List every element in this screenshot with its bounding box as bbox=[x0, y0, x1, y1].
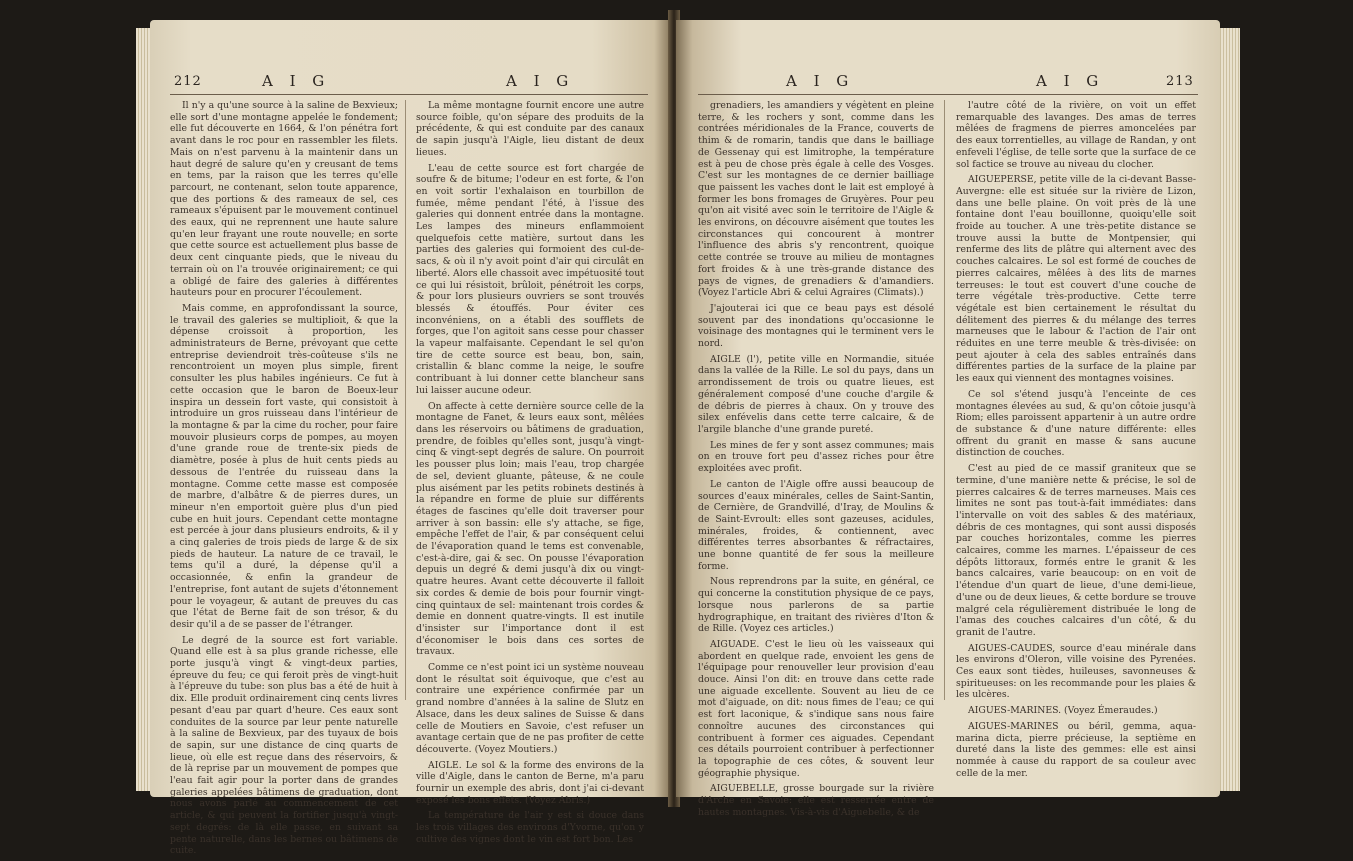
running-header: A I G bbox=[786, 72, 855, 90]
paragraph: AIGLE. Le sol & la forme des environs de la ville d'Aigle, dans le canton de Berne, m'a paru fournir un exemple des abris, dont j'ai ci-devant exposé les bons effets. (Voyez Abris.) bbox=[416, 759, 644, 806]
paragraph: Mais comme, en approfondissant la source, le travail des galeries se multiplioit, & que la dépense croissoit à proportion, les administrateurs de Berne, prévoyant que cette entreprise deviendroit très-coûteuse s'ils ne rencontroient un moyen plus simple, firent consulter les plus habiles ingénieurs. Ce fut à cette occasion que le baron de Boeux-leur inspira un dessein fort vaste, qui consistoit à introduire un gros ruisseau dans l'intérieur de la montagne & par la cime du rocher, pour faire mouvoir plusieurs corps de pompes, au moyen d'une grande roue de trente-six pieds de diamètre, posée à plus de huit cents pieds au dessous de l'entrée du ruisseau dans la montagne. Comme cette masse est composée de marbre, d'albâtre & de pierres dures, un mineur n'en emportoit guère plus d'un pied cube en huit jours. Cependant cette montagne est percée à jour dans plusieurs endroits, & il y a cinq galeries de trois pieds de large & de six pieds de hauteur. La nature de ce travail, le tems qu'il a duré, la dépense qu'il a occasionnée, & enfin la grandeur de l'entreprise, font autant de sujets d'étonnement pour le voyageur, & autant de preuves du cas que l'état de Berne fait de son trésor, & du desir qu'il a de se passer de l'étranger. bbox=[170, 302, 398, 630]
text-column-2 bbox=[956, 100, 1196, 783]
paragraph: Le degré de la source est fort variable. Quand elle est à sa plus grande richesse, elle porte jusqu'à vingt & vingt-deux parties, épreuve du feu; ce qui feroit près de vingt-huit à l'épreuve du tube: son plus bas a été de huit à dix. Elle produit ordinairement cinq cents livres pesant d'eau par quart d'heure. Ces eaux sont conduites de la source par leur pente naturelle à la saline de Bexvieux, par des tuyaux de bois de sapin, sur une distance de cinq quarts de lieue, où elle est reçue dans des réservoirs, & de là reprise par un mouvement de pompes que l'eau fait agir pour la porter dans de grandes galeries appelées bâtimens de graduation, dont nous avons parlé au commencement de cet article, & qui peuvent la fortifier jusqu'à vingt-sept degrés: de là elle passe, en suivant sa pente naturelle, dans les bernes ou bâtimens de cuite. bbox=[170, 634, 398, 857]
left-page bbox=[150, 20, 670, 857]
text-column-1 bbox=[170, 100, 398, 861]
paragraph: AIGLE (l'), petite ville en Normandie, située dans la vallée de la Rille. Le sol du pays, dans un arrondissement de trois ou quatre lieues, est généralement composé d'une couche d'argile & de débris de pierres à chaux. On y trouve des silex enfévelis dans cette terre calcaire, & de l'argile blanche d'une grande pureté. bbox=[698, 353, 934, 435]
paragraph: AIGUEBELLE, grosse bourgade sur la rivière d'Arche en Savoie: elle est resserrée entre de hautes montagnes. Vis-à-vis d'Aiguebelle, & de bbox=[698, 783, 934, 818]
paragraph: C'est au pied de ce massif graniteux que se termine, d'une manière nette & précise, le sol de pierres calcaires & de terres marneuses. Mais ces limites ne sont pas tout-à-fait immédiates: dans l'intervalle on voit des sables & des matériaux, débris de ces montagnes, qui sont aussi disposés par couches horizontales, comme les pierres calcaires, comme les marnes. L'épaisseur de ces dépôts littoraux, formés entre le granit & les bancs calcaires, varie beaucoup: on en voit de l'étendue d'un quart de lieue, d'une demi-lieue, d'une ou de deux lieues, & cette bordure se trouve malgré cela régulièrement distribuée le long de l'amas des couches calcaires d'un côté, & du granit de l'autre. bbox=[956, 463, 1196, 638]
paragraph: Il n'y a qu'une source à la saline de Bexvieux; elle sort d'une montagne appelée le fondement; elle fut découverte en 1664, & l'on pénétra fort avant dans le roc pour en rassembler les filets. Mais on n'est parvenu à la maintenir dans un haut degré de salure qu'en y creusant de tems en tems, par la raison que les terres qu'elle parcourt, ne contenant, selon toute apparence, que des portions & des rameaux de sel, ces rameaux s'épuisent par le mouvement continuel des eaux, qui ne reprennent une haute salure qu'en leur frayant une route nouvelle; en sorte que cette source est actuellement plus basse de deux cent cinquante pieds, que le niveau du terrain où on l'a trouvée originairement; ce qui a obligé de faire des galeries à différentes hauteurs pour en procurer l'écoulement. bbox=[170, 100, 398, 299]
page-number: 213 bbox=[1166, 74, 1194, 89]
running-header: A I G bbox=[506, 72, 575, 90]
paragraph: AIGUEPERSE, petite ville de la ci-devant Basse-Auvergne: elle est située sur la rivière de Lizon, dans une belle plaine. On voit près de là une fontaine dont l'eau bouillonne, quoiqu'elle soit froide au toucher. A une très-petite distance se trouve aussi la butte de Montpensier, qui renferme des lits de plâtre qui alternent avec des couches calcaires. Le sol est formé de couches de pierres calcaires, mêlées à des lits de marnes terreuses: le tout est couvert d'une couche de terre végétale très-productive. Cette terre végétale est bien certainement le résultat du délitement des pierres & du mélange des terres marneuses que le labour & l'action de l'air ont réduites en une terre meuble & très-divisée: on peut ajouter à cela des sables entraînés dans différentes parties de la surface de la plaine par les eaux qui viennent des montagnes voisines. bbox=[956, 174, 1196, 385]
paragraph: J'ajouterai ici que ce beau pays est désolé souvent par des inondations qu'occasionne le voisinage des montagnes qui le terminent vers le nord. bbox=[698, 302, 934, 350]
paragraph: grenadiers, les amandiers y végètent en pleine terre, & les rochers y sont, comme dans les contrées méridionales de la France, couverts de thim & de romarin, tandis que dans le bailliage de Gessenay qui est limitrophe, la température est à peu de chose près égale à celle des Vosges. C'est sur les montagnes de ce dernier bailliage que paissent les vaches dont le lait est employé à former les bons fromages de Gruyères. Pour peu qu'on ait visité avec soin le territoire de l'Aigle & les environs, on découvre aisément que toutes les circonstances qui concourent à montrer l'influence des abris s'y rencontrent, quoique cette contrée se trouve au milieu de montagnes fort froides & à une très-grande distance des pays de vignes, de grenadiers & d'amandiers. (Voyez l'article Abri & celui Agraires (Climats).) bbox=[698, 100, 934, 299]
paragraph: Nous reprendrons par la suite, en général, ce qui concerne la constitution physique de ce pays, lorsque nous parlerons de sa partie hydrographique, en traitant des rivières d'Iton & de Rille. (Voyez ces articles.) bbox=[698, 576, 934, 635]
paragraph: AIGUES-MARINES ou béril, gemma, aqua-marina dicta, pierre précieuse, la septième en dureté dans la liste des gemmes: elle est ainsi nommée à cause du rapport de sa couleur avec celle de la mer. bbox=[956, 720, 1196, 779]
paragraph: Comme ce n'est point ici un système nouveau dont le résultat soit équivoque, que c'est au contraire une expérience confirmée par un grand nombre d'années à la saline de Slutz en Alsace, dans les deux salines de Suisse & dans celle de Moutiers en Savoie, c'est refuser un avantage certain que de ne pas profiter de cette découverte. (Voyez Moutiers.) bbox=[416, 662, 644, 755]
column-divider bbox=[405, 100, 406, 700]
running-header: A I G bbox=[1036, 72, 1105, 90]
page-edges-left bbox=[136, 28, 150, 791]
paragraph: Le canton de l'Aigle offre aussi beaucoup de sources d'eaux minérales, celles de Saint-Santin, de Cernière, de Grandvillé, d'Iray, de Moulins & de Saint-Evroult: elles sont gazeuses, acidules, minérales, froides, & contiennent, avec différentes terres absorbantes & réfractaires, une bonne quantité de fer sous la meilleure forme. bbox=[698, 478, 934, 572]
text-column-2 bbox=[416, 100, 644, 850]
paragraph: AIGUES-CAUDES, source d'eau minérale dans les environs d'Oleron, ville voisine des Pyrenées. Ces eaux sont tièdes, huileuses, savonneuses & spiritueuses: on les recommande pour les plaies & les ulcères. bbox=[956, 642, 1196, 701]
paragraph: l'autre côté de la rivière, on voit un effet remarquable des lavanges. Des amas de terres mêlées de fragmens de pierres amoncelées par des eaux torrentielles, au village de Randan, y ont enfeveli l'église, de telle sorte que la surface de ce sol factice se trouve au niveau du clocher. bbox=[956, 100, 1196, 170]
page-number: 212 bbox=[174, 74, 202, 89]
paragraph: La même montagne fournit encore une autre source foible, qu'on sépare des produits de la précédente, & qui est conduite par des canaux de sapin jusqu'à l'Aigle, lieu distant de deux lieues. bbox=[416, 100, 644, 158]
paragraph: On affecte à cette dernière source celle de la montagne de Fanet, & leurs eaux sont, mêlées dans les réservoirs ou bâtimens de graduation, prendre, de foibles qu'elles sont, jusqu'à vingt-cinq & vingt-sept degrés de salure. On pourroit les pousser plus loin; mais l'eau, trop chargée de sel, devient gluante, pâteuse, & ne coule plus aisément par les petits robinets destinés à la répandre en forme de pluie sur différents étages de fascines qu'elle doit traverser pour arriver à son bassin: elle s'y attache, se fige, empêche l'effet de l'air, & par conséquent celui de l'évaporation quand le tems est convenable, c'est-à-dire, gai & sec. On pousse l'évaporation depuis un degré & demi jusqu'à dix ou vingt-quatre heures. Avant cette découverte il falloit six cordes & demie de bois pour fournir vingt-cinq quintaux de sel: maintenant trois cordes & demie en donnent quatre-vingts. Il est inutile d'insister sur l'importance dont il est d'économiser le bois dans ces sortes de travaux. bbox=[416, 400, 644, 658]
column-divider bbox=[944, 100, 945, 700]
running-header: A I G bbox=[262, 72, 331, 90]
right-page bbox=[676, 20, 1220, 818]
paragraph: Ce sol s'étend jusqu'à l'enceinte de ces montagnes élevées au sud, & qu'on côtoie jusqu'à Riom; elles paroissent appartenir à un autre ordre de substance & d'une nature différente: elles offrent du granit en masse & sans aucune distinction de couches. bbox=[956, 388, 1196, 459]
page-edges-right bbox=[1220, 28, 1240, 791]
text-column-1 bbox=[698, 100, 934, 822]
header-rule bbox=[698, 94, 1198, 95]
paragraph: AIGUADE. C'est le lieu où les vaisseaux qui abordent en quelque rade, envoient les gens de l'équipage pour renouveller leur provision d'eau douce. Ainsi l'on dit: en trouve dans cette rade une aiguade excellente. Souvent au lieu de ce mot d'aiguade, on dit: nous fimes de l'eau; ce qui est fort laconique, & s'indique sans nous faire connoître aucunes des circonstances qui contribuent à former ces aiguades. Cependant ces détails pourroient contribuer à perfectionner la topographie de ces côtes, & souvent leur géographie physique. bbox=[698, 638, 934, 779]
header-rule bbox=[170, 94, 648, 95]
paragraph: La température de l'air y est si douce dans les trois villages des environs d'Yvorne, qu'on y cultive des vignes dont le vin est fort bon. Les bbox=[416, 810, 644, 845]
paragraph: L'eau de cette source est fort chargée de soufre & de bitume; l'odeur en est forte, & l'on en voit sortir l'exhalaison en tourbillon de fumée, même pendant l'été, à l'issue des galeries qui donnent entrée dans la montagne. Les lampes des mineurs enflammoient quelquefois cette matière, surtout dans les parties des galeries qui formoient des cul-de-sacs, & où il n'y avoit point d'air qui circulât en liberté. Alors elle chassoit avec impétuosité tout ce qui lui résistoit, brûloit, pénétroit les corps, & pour lors plusieurs ouvriers se sont trouvés blessés & étouffés. Pour éviter ces inconvéniens, on a établi des soufflets de forges, que l'on agitoit sans cesse pour chasser la vapeur malfaisante. Cependant le sel qu'on tire de cette source est beau, bon, sain, cristallin & blanc comme la neige, le soufre contribuant à lui donner cette blancheur sans lui laisser aucune odeur. bbox=[416, 162, 644, 396]
paragraph: Les mines de fer y sont assez communes; mais on en trouve fort peu d'assez riches pour être exploitées avec profit. bbox=[698, 439, 934, 475]
paragraph: AIGUES-MARINES. (Voyez Émeraudes.) bbox=[968, 705, 1158, 717]
